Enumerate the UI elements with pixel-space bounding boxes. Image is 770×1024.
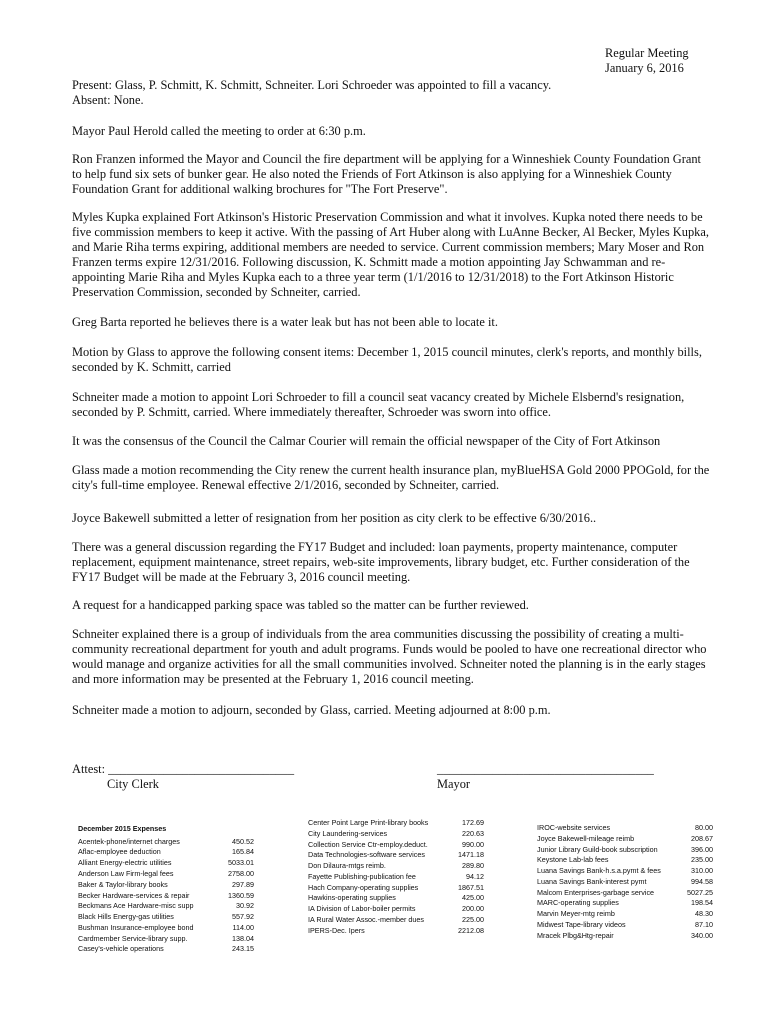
water-leak-paragraph: Greg Barta reported he believes there is a water leak but has not been able to locate it. (72, 315, 498, 329)
expense-amount: 172.69 (462, 818, 484, 827)
expense-amount: 1471.18 (458, 850, 484, 860)
expenses-list-1 (78, 838, 254, 954)
parking-paragraph: A request for a handicapped parking space was tabled so the matter can be further reviewed. (72, 598, 529, 612)
expense-amount: 5033.01 (228, 858, 254, 868)
expense-amount: 2758.00 (228, 868, 254, 878)
expense-amount: 994.58 (691, 876, 713, 886)
expense-row (537, 824, 713, 833)
expense-amount: 5027.25 (687, 887, 713, 897)
expense-description: Malcom Enterprises-garbage service (537, 887, 655, 897)
expense-amount: 243.15 (232, 944, 254, 954)
expense-row (537, 878, 713, 887)
expense-description: Black Hills Energy-gas utilities (78, 912, 174, 922)
expense-row (308, 819, 484, 828)
expense-amount: 990.00 (462, 839, 484, 849)
expense-row (78, 881, 254, 890)
expense-row (78, 848, 254, 857)
recreation-paragraph: Schneiter explained there is a group of individuals from the area communities discussing the possibility of creating a multi-community recreational department for youth and adult programs. Funds would be pooled to have one recreational director who would manage and organize activities for all the small communities involved. Schneiter noted the planning is in the early stages and more information may be presented at the February 1, 2016 council meeting. (72, 627, 707, 686)
expense-description: Don Dilaura-mtgs reimb. (308, 861, 386, 871)
council-appointment-paragraph: Schneiter made a motion to appoint Lori Schroeder to fill a council seat vacancy created by Michele Elsbernd's resignation, seconded by P. Schmitt, carried. Where immediately thereafter, Schroeder was sworn into office. (72, 390, 685, 419)
expense-description: Casey's-vehicle operations (78, 944, 164, 954)
expense-row (537, 846, 713, 855)
attest-signature (72, 762, 294, 777)
expense-amount: 114.00 (232, 922, 254, 932)
consent-items-paragraph: Motion by Glass to approve the following consent items: December 1, 2015 council minutes, clerk's reports, and monthly bills, seconded by K. Schmitt, carried (72, 345, 702, 374)
expense-amount: 289.80 (462, 861, 484, 871)
expense-description: IA Division of Labor-boiler permits (308, 904, 416, 914)
expense-row (78, 913, 254, 922)
expense-description: Luana Savings Bank-h.s.a.pymt & fees (537, 866, 661, 876)
expense-row (308, 851, 484, 860)
expenses-list-2 (308, 819, 484, 935)
expense-row (537, 867, 713, 876)
expense-description: Mracek Plbg&Htg-repair (537, 930, 614, 940)
call-to-order-paragraph: Mayor Paul Herold called the meeting to order at 6:30 p.m. (72, 124, 366, 138)
meeting-date: January 6, 2016 (605, 61, 684, 75)
expense-amount: 138.04 (232, 933, 254, 943)
mayor-title: Mayor (437, 777, 471, 791)
expense-amount: 87.10 (695, 920, 713, 930)
expense-description: Anderson Law Firm-legal fees (78, 868, 174, 878)
preservation-commission-paragraph: Myles Kupka explained Fort Atkinson's Historic Preservation Commission and what it involves. Kupka noted there needs to be five commission members to keep it active. With the passing of Art Huber along with LuAnne Becker, Al Becker, Myles Kupka, and Marie Riha terms expiring, additional members are needed to service. Current commission members; Mary Moser and Ron Franzen terms expire 12/31/2016. Following discussion, K. Schmitt made a motion appointing Jay Schwamman and re-appointing Marie Riha and Myles Kupka each to a three year term (1/1/2016 to 12/31/2018) to the Fort Atkinson Historic Preservation Commission, seconded by Schneiter, carried. (72, 210, 709, 299)
expense-description: Center Point Large Print-library books (308, 818, 429, 827)
expense-row (308, 841, 484, 850)
expense-amount: 557.92 (232, 912, 254, 922)
expense-description: Midwest Tape-library videos (537, 920, 626, 930)
expense-description: IPERS-Dec. Ipers (308, 925, 365, 935)
expense-amount: 340.00 (691, 930, 713, 940)
clerk-title: City Clerk (107, 777, 159, 791)
expense-amount: 94.12 (466, 871, 484, 881)
expense-description: Collection Service Ctr-employ.deduct. (308, 839, 428, 849)
expense-description: City Laundering-services (308, 828, 388, 838)
attendance-paragraph: Present: Glass, P. Schmitt, K. Schmitt, Schneiter. Lori Schroeder was appointed to fill a vacancy. Absent: None. (72, 78, 552, 107)
expense-description: Fayette Publishing-publication fee (308, 871, 416, 881)
expense-description: Luana Savings Bank-interest pymt (537, 876, 647, 886)
expense-amount: 48.30 (695, 909, 713, 919)
attest-label: Attest: (72, 762, 106, 776)
expense-row (78, 892, 254, 901)
attest-line: ______________________________ (108, 762, 295, 776)
expense-amount: 198.54 (691, 898, 713, 908)
expense-row (537, 921, 713, 930)
expense-row (537, 889, 713, 898)
meeting-title: Regular Meeting (605, 46, 689, 60)
expense-row (78, 870, 254, 879)
expense-description: Aflac-employee deduction (78, 847, 161, 857)
expense-row (308, 873, 484, 882)
expense-row (78, 902, 254, 911)
health-insurance-paragraph: Glass made a motion recommending the City renew the current health insurance plan, myBlueHSA Gold 2000 PPOGold, for the city's full-time employee. Renewal effective 2/1/2016, seconded by Schneiter, carried. (72, 463, 710, 492)
expense-description: Hawkins-operating supplies (308, 893, 396, 903)
expense-description: Alliant Energy-electric utilities (78, 858, 172, 868)
expense-row (537, 835, 713, 844)
expense-description: Beckmans Ace Hardware-misc supp (78, 901, 194, 911)
expense-row (308, 884, 484, 893)
expense-row (308, 916, 484, 925)
adjourn-paragraph: Schneiter made a motion to adjourn, seconded by Glass, carried. Meeting adjourned at 8:00 p.m. (72, 703, 551, 717)
expense-description: Junior Library Guild-book subscription (537, 844, 658, 854)
expenses-list-3 (537, 824, 713, 940)
expense-amount: 225.00 (462, 915, 484, 925)
expense-row (78, 935, 254, 944)
expense-amount: 235.00 (691, 855, 713, 865)
expense-row (537, 932, 713, 941)
expense-description: IROC-website services (537, 823, 611, 832)
expenses-column-2 (308, 819, 484, 938)
expense-row (308, 905, 484, 914)
expense-amount: 165.84 (232, 847, 254, 857)
budget-paragraph: There was a general discussion regarding the FY17 Budget and included: loan payments, property maintenance, computer replacement, equipment maintenance, street repairs, web-site improvements, library budget, etc. Further consideration of the FY17 Budget will be made at the February 3, 2016 council meeting. (72, 540, 690, 584)
expense-row (78, 838, 254, 847)
fire-grant-paragraph: Ron Franzen informed the Mayor and Council the fire department will be applying for a Winneshiek County Foundation Grant to help fund six sets of bunker gear. He also noted the Friends of Fort Atkinson is also applying for a Winneshiek County Foundation Grant for additional walking brochures for "The Fort Preserve". (72, 152, 701, 196)
expense-amount: 208.67 (691, 833, 713, 843)
expense-amount: 1867.51 (458, 882, 484, 892)
expense-row (78, 924, 254, 933)
expenses-column-3 (537, 824, 713, 943)
expense-description: Acentek-phone/internet charges (78, 836, 180, 846)
expense-amount: 425.00 (462, 893, 484, 903)
expense-amount: 396.00 (691, 844, 713, 854)
expense-description: Keystone Lab-lab fees (537, 855, 609, 865)
expense-description: Hach Company-operating supplies (308, 882, 419, 892)
expense-description: Bushman Insurance-employee bond (78, 922, 194, 932)
mayor-signature-line: ___________________________________ (437, 762, 654, 776)
expense-amount: 450.52 (232, 836, 254, 846)
expenses-title: December 2015 Expenses (78, 824, 167, 833)
expense-row (308, 862, 484, 871)
expense-amount: 1360.59 (228, 890, 254, 900)
resignation-paragraph: Joyce Bakewell submitted a letter of resignation from her position as city clerk to be effective 6/30/2016.. (72, 511, 597, 525)
expense-amount: 310.00 (691, 866, 713, 876)
expense-description: Data Technologies-software services (308, 850, 425, 860)
expense-description: Cardmember Service-library supp. (78, 933, 188, 943)
expense-amount: 297.89 (232, 879, 254, 889)
expense-amount: 30.92 (236, 901, 254, 911)
expense-description: Baker & Taylor-library books (78, 879, 168, 889)
expense-amount: 220.63 (462, 828, 484, 838)
expense-description: Marvin Meyer-mtg reimb (537, 909, 615, 919)
expense-amount: 2212.08 (458, 925, 484, 935)
expense-amount: 80.00 (695, 823, 713, 832)
official-newspaper-paragraph: It was the consensus of the Council the Calmar Courier will remain the official newspaper of the City of Fort Atkinson (72, 434, 661, 448)
expense-row (308, 894, 484, 903)
expense-row (78, 945, 254, 954)
expense-row (537, 899, 713, 908)
meeting-header (605, 46, 689, 76)
expense-row (308, 927, 484, 936)
expenses-column-1 (78, 825, 254, 956)
expense-row (537, 910, 713, 919)
expense-description: Joyce Bakewell-mileage reimb (537, 833, 635, 843)
expense-amount: 200.00 (462, 904, 484, 914)
expense-description: IA Rural Water Assoc.-member dues (308, 915, 424, 925)
expense-row (308, 830, 484, 839)
expense-row (78, 859, 254, 868)
expense-row (537, 856, 713, 865)
expense-description: Becker Hardware-services & repair (78, 890, 190, 900)
expense-description: MARC-operating supplies (537, 898, 619, 908)
